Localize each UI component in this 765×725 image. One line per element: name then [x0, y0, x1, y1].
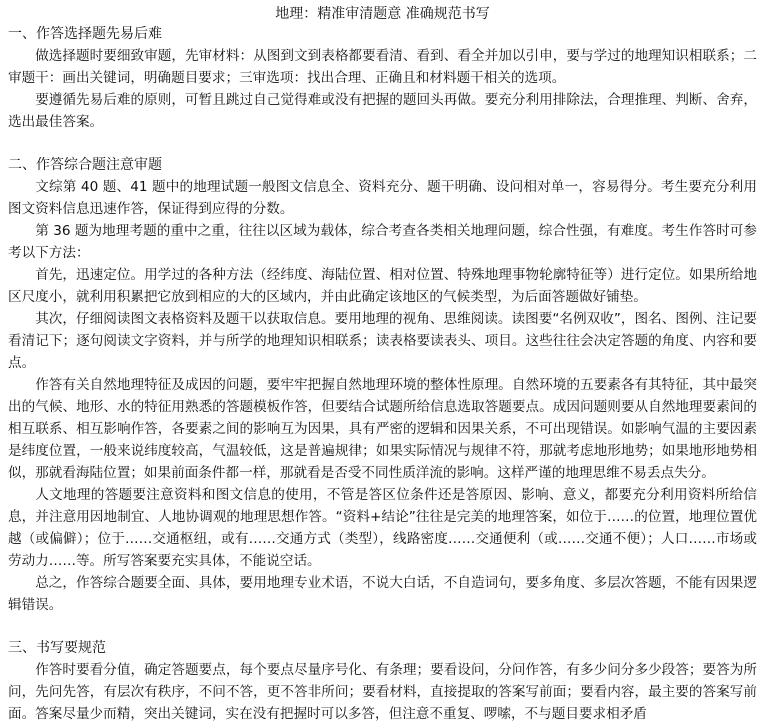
document-title: 地理：精准审清题意 准确规范书写 [275, 6, 490, 22]
blank-line [8, 616, 757, 638]
section-3-heading: 三、书写要规范 [8, 640, 106, 656]
section-2-paragraph-7: 总之，作答综合题要全面、具体，要用地理专业术语，不说大白话，不自造词句，要多角度、多层次答题，不能有因果逻辑错误。 [8, 575, 757, 613]
section-1-heading: 一、作答选择题先易后难 [8, 26, 162, 42]
section-2-heading: 二、作答综合题注意审题 [8, 157, 162, 173]
blank-line [8, 133, 757, 155]
section-2-paragraph-3: 首先，迅速定位。用学过的各种方法（经纬度、海陆位置、相对位置、特殊地理事物轮廓特征等）进行定位。如果所给地区尺度小，就利用积累把它放到相应的大的区域内，并由此确定该地区的气候类型，为后面答题做好铺垫。 [8, 267, 757, 305]
section-2-paragraph-4: 其次，仔细阅读图文表格资料及题干以获取信息。要用地理的视角、思维阅读。读图要“名例双收”，图名、图例、注记要看清记下；逐句阅读文字资料，并与所学的地理知识相联系；读表格要读表头、项目。这些往往会决定答题的角度、内容和要点。 [8, 311, 757, 371]
section-1-paragraph-1: 做选择题时要细致审题，先审材料：从图到文到表格都要看清、看到、看全并加以引申，要与学过的地理知识相联系；二审题干：画出关键词，明确题目要求；三审选项：找出合理、正确且和材料题干相关的选项。 [8, 48, 757, 86]
section-1-paragraph-2: 要遵循先易后难的原则，可暂且跳过自己觉得难或没有把握的题回头再做。要充分利用排除法，合理推理、判断、舍弃，选出最佳答案。 [8, 92, 757, 130]
section-2-paragraph-1: 文综第 40 题、41 题中的地理试题一般图文信息全、资料充分、题干明确、设问相对单一，容易得分。考生要充分利用图文资料信息迅速作答，保证得到应得的分数。 [8, 179, 757, 217]
section-2-paragraph-2: 第 36 题为地理考题的重中之重，往往以区域为载体，综合考查各类相关地理问题，综合性强，有难度。考生作答时可参考以下方法： [8, 223, 757, 261]
section-2-paragraph-6: 人文地理的答题要注意资料和图文信息的使用，不管是答区位条件还是答原因、影响、意义，都要充分利用资料所给信息，并注意用因地制宜、人地协调观的地理思想作答。“资料+结论”往往是完美的地理答案，如位于……的位置，地理位置优越（或偏僻）；位于……交通枢纽，或有……交通方式（类型），线路密度……交通便利（或……交通不便）；人口……市场或劳动力……等。所写答案要充实具体，不能说空话。 [8, 487, 757, 569]
section-2-paragraph-5: 作答有关自然地理特征及成因的问题，要牢牢把握自然地理环境的整体性原理。自然环境的五要素各有其特征，其中最突出的气候、地形、水的特征用熟悉的答题模板作答，但要结合试题所给信息选取答题要点。成因问题则要从自然地理要素间的相互联系、相互影响作答，各要素之间的影响互为因果，具有严密的逻辑和因果关系，不可出现错误。如影响气温的主要因素是纬度位置，一般来说纬度较高，气温较低，这是普遍规律；如果实际情况与规律不符，那就考虑地形地势；如果地形地势相似，那就看海陆位置；如果前面条件都一样，那就看是否受不同性质洋流的影响。这样严谨的地理思维不易丢点失分。 [8, 377, 757, 481]
section-3-paragraph-1: 作答时要看分值，确定答题要点，每个要点尽量序号化、有条理；要看设问，分问作答，有多少问分多少段答；要答为所问，先问先答，有层次有秩序，不问不答，更不答非所问；要看材料，直接提取的答案写前面；要看内容，最主要的答案写前面。答案尽量少而精，突出关键词，实在没有把握时可以多答，但注意不重复、啰嗦，不与题目要求相矛盾 [8, 662, 757, 722]
